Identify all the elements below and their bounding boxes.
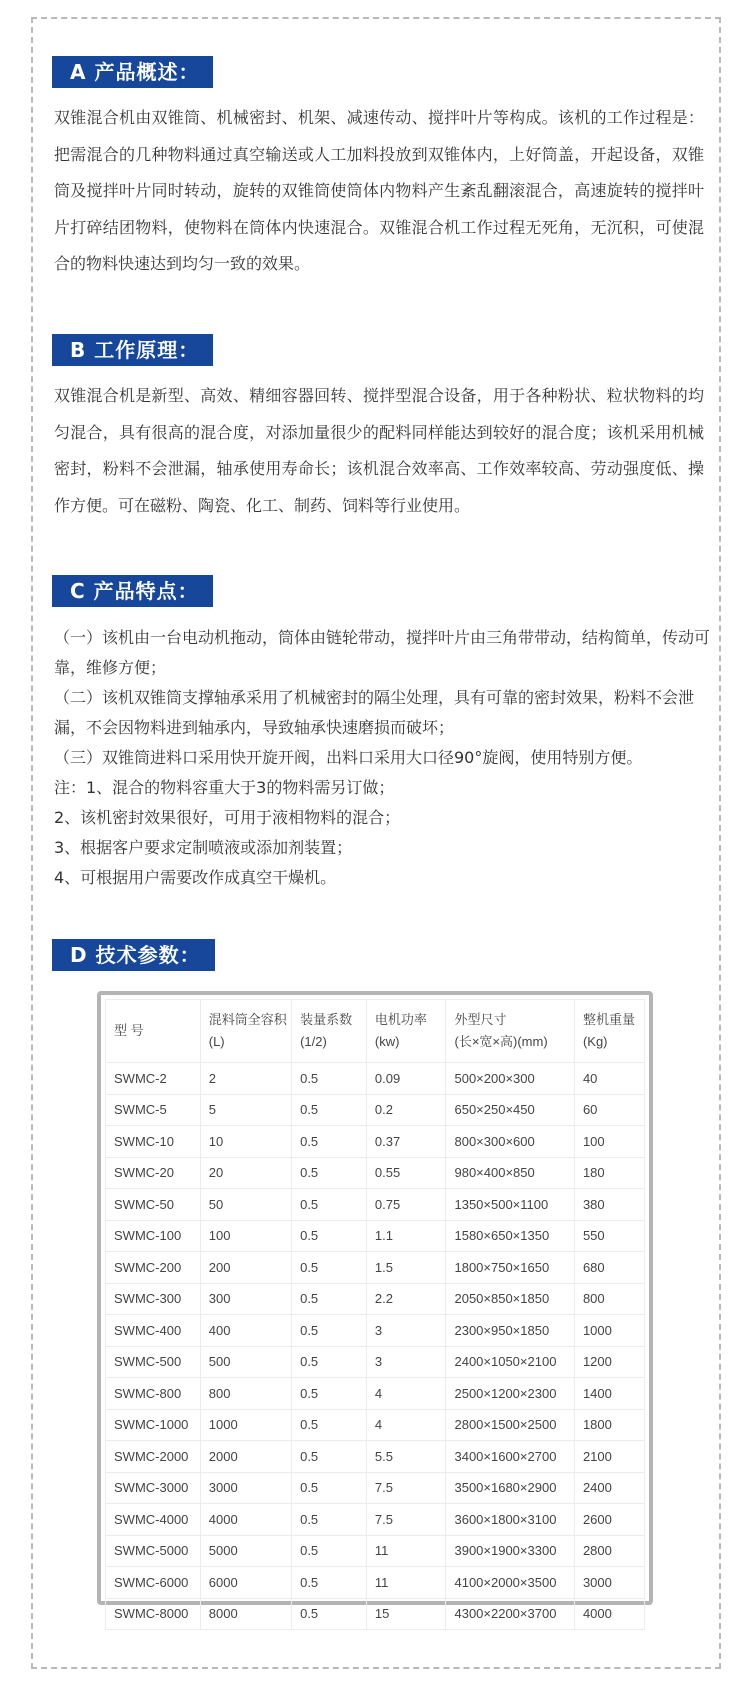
- cell-dimensions: 500×200×300: [446, 1063, 574, 1095]
- cell-dimensions: 4100×2000×3500: [446, 1567, 574, 1599]
- table-body: [106, 1063, 645, 1630]
- cell-model: SWMC-300: [106, 1283, 201, 1315]
- cell-weight: 680: [574, 1252, 644, 1284]
- cell-dimensions: 2050×850×1850: [446, 1283, 574, 1315]
- table-row: [106, 1220, 645, 1252]
- cell-volume: 2: [200, 1063, 291, 1095]
- cell-model: SWMC-2: [106, 1063, 201, 1095]
- cell-model: SWMC-2000: [106, 1441, 201, 1473]
- cell-dimensions: 1350×500×1100: [446, 1189, 574, 1221]
- section-a-text: 双锥混合机由双锥筒、机械密封、机架、减速传动、搅拌叶片等构成。该机的工作过程是：把需混合的几种物料通过真空输送或人工加料投放到双锥体内，上好筒盖，开起设备，双锥筒及搅拌叶片同时转动，旋转的双锥筒使筒体内物料产生紊乱翻滚混合，高速旋转的搅拌叶片打碎结团物料，使物料在筒体内快速混合。双锥混合机工作过程无死角，无沉积，可使混合的物料快速达到均匀一致的效果。: [54, 108, 704, 273]
- cell-dimensions: 980×400×850: [446, 1157, 574, 1189]
- cell-volume: 3000: [200, 1472, 291, 1504]
- cell-weight: 800: [574, 1283, 644, 1315]
- cell-motor-power: 1.1: [366, 1220, 446, 1252]
- cell-volume: 800: [200, 1378, 291, 1410]
- cell-model: SWMC-50: [106, 1189, 201, 1221]
- header-model: 型 号: [106, 1000, 201, 1063]
- spec-table: [105, 999, 645, 1630]
- cell-weight: 100: [574, 1126, 644, 1158]
- cell-load-factor: 0.5: [292, 1504, 367, 1536]
- cell-volume: 2000: [200, 1441, 291, 1473]
- table-row: [106, 1126, 645, 1158]
- cell-motor-power: 4: [366, 1378, 446, 1410]
- cell-model: SWMC-3000: [106, 1472, 201, 1504]
- cell-weight: 2600: [574, 1504, 644, 1536]
- cell-motor-power: 3: [366, 1346, 446, 1378]
- feature-3: （三）双锥筒进料口采用快开旋开阀，出料口采用大口径90°旋阀，使用特别方便。: [54, 748, 643, 767]
- cell-motor-power: 2.2: [366, 1283, 446, 1315]
- cell-weight: 1000: [574, 1315, 644, 1347]
- table-row: [106, 1315, 645, 1347]
- cell-weight: 40: [574, 1063, 644, 1095]
- cell-model: SWMC-100: [106, 1220, 201, 1252]
- header-motor-power: 电机功率 (kw): [366, 1000, 446, 1063]
- cell-dimensions: 3900×1900×3300: [446, 1535, 574, 1567]
- cell-motor-power: 11: [366, 1535, 446, 1567]
- cell-volume: 4000: [200, 1504, 291, 1536]
- feature-2: （二）该机双锥筒支撑轴承采用了机械密封的隔尘处理，具有可靠的密封效果，粉料不会泄漏，不会因物料进到轴承内，导致轴承快速磨损而破坏；: [54, 688, 695, 737]
- cell-model: SWMC-4000: [106, 1504, 201, 1536]
- cell-volume: 1000: [200, 1409, 291, 1441]
- cell-dimensions: 650×250×450: [446, 1094, 574, 1126]
- cell-load-factor: 0.5: [292, 1252, 367, 1284]
- table-row: [106, 1409, 645, 1441]
- table-row: [106, 1535, 645, 1567]
- cell-weight: 60: [574, 1094, 644, 1126]
- cell-motor-power: 7.5: [366, 1472, 446, 1504]
- table-row: [106, 1063, 645, 1095]
- cell-model: SWMC-10: [106, 1126, 201, 1158]
- table-row: [106, 1157, 645, 1189]
- table-row: [106, 1378, 645, 1410]
- table-row: [106, 1346, 645, 1378]
- cell-motor-power: 3: [366, 1315, 446, 1347]
- cell-model: SWMC-5000: [106, 1535, 201, 1567]
- section-c-label: C 产品特点：: [52, 575, 213, 607]
- cell-volume: 6000: [200, 1567, 291, 1599]
- cell-weight: 380: [574, 1189, 644, 1221]
- cell-model: SWMC-8000: [106, 1598, 201, 1630]
- cell-motor-power: 0.55: [366, 1157, 446, 1189]
- section-c-features: [54, 623, 714, 893]
- section-b-label: B 工作原理：: [52, 334, 213, 366]
- cell-motor-power: 4: [366, 1409, 446, 1441]
- cell-volume: 5000: [200, 1535, 291, 1567]
- cell-motor-power: 5.5: [366, 1441, 446, 1473]
- cell-load-factor: 0.5: [292, 1409, 367, 1441]
- table-row: [106, 1441, 645, 1473]
- cell-motor-power: 1.5: [366, 1252, 446, 1284]
- cell-model: SWMC-800: [106, 1378, 201, 1410]
- cell-weight: 1400: [574, 1378, 644, 1410]
- cell-model: SWMC-5: [106, 1094, 201, 1126]
- cell-weight: 180: [574, 1157, 644, 1189]
- cell-dimensions: 3600×1800×3100: [446, 1504, 574, 1536]
- table-row: [106, 1094, 645, 1126]
- cell-dimensions: 4300×2200×3700: [446, 1598, 574, 1630]
- cell-volume: 200: [200, 1252, 291, 1284]
- cell-volume: 10: [200, 1126, 291, 1158]
- cell-motor-power: 7.5: [366, 1504, 446, 1536]
- table-row: [106, 1567, 645, 1599]
- table-row: [106, 1283, 645, 1315]
- cell-load-factor: 0.5: [292, 1126, 367, 1158]
- cell-model: SWMC-500: [106, 1346, 201, 1378]
- cell-weight: 2400: [574, 1472, 644, 1504]
- cell-dimensions: 2300×950×1850: [446, 1315, 574, 1347]
- note-3: 3、根据客户要求定制喷液或添加剂装置；: [54, 838, 353, 857]
- cell-model: SWMC-6000: [106, 1567, 201, 1599]
- table-row: [106, 1472, 645, 1504]
- table-row: [106, 1504, 645, 1536]
- cell-volume: 50: [200, 1189, 291, 1221]
- cell-volume: 300: [200, 1283, 291, 1315]
- table-row: [106, 1598, 645, 1630]
- note-1: 注：1、混合的物料容重大于3的物料需另订做；: [54, 778, 395, 797]
- cell-model: SWMC-1000: [106, 1409, 201, 1441]
- cell-load-factor: 0.5: [292, 1220, 367, 1252]
- cell-motor-power: 15: [366, 1598, 446, 1630]
- cell-dimensions: 800×300×600: [446, 1126, 574, 1158]
- feature-1: （一）该机由一台电动机拖动，筒体由链轮带动，搅拌叶片由三角带带动，结构简单，传动可靠，维修方便；: [54, 628, 711, 677]
- spec-table-frame: [97, 991, 653, 1622]
- cell-motor-power: 0.75: [366, 1189, 446, 1221]
- cell-volume: 20: [200, 1157, 291, 1189]
- cell-motor-power: 11: [366, 1567, 446, 1599]
- cell-weight: 550: [574, 1220, 644, 1252]
- cell-weight: 2800: [574, 1535, 644, 1567]
- cell-load-factor: 0.5: [292, 1535, 367, 1567]
- cell-load-factor: 0.5: [292, 1472, 367, 1504]
- cell-dimensions: 2400×1050×2100: [446, 1346, 574, 1378]
- section-a-label: A 产品概述：: [52, 56, 213, 88]
- cell-motor-power: 0.37: [366, 1126, 446, 1158]
- cell-model: SWMC-400: [106, 1315, 201, 1347]
- cell-volume: 100: [200, 1220, 291, 1252]
- cell-load-factor: 0.5: [292, 1189, 367, 1221]
- cell-weight: 1800: [574, 1409, 644, 1441]
- note-2: 2、该机密封效果很好，可用于液相物料的混合；: [54, 808, 401, 827]
- cell-model: SWMC-20: [106, 1157, 201, 1189]
- cell-dimensions: 1800×750×1650: [446, 1252, 574, 1284]
- table-row: [106, 1189, 645, 1221]
- cell-load-factor: 0.5: [292, 1283, 367, 1315]
- cell-load-factor: 0.5: [292, 1094, 367, 1126]
- header-load-factor: 装量系数 (1/2): [292, 1000, 367, 1063]
- cell-dimensions: 1580×650×1350: [446, 1220, 574, 1252]
- cell-dimensions: 2500×1200×2300: [446, 1378, 574, 1410]
- cell-load-factor: 0.5: [292, 1063, 367, 1095]
- cell-dimensions: 2800×1500×2500: [446, 1409, 574, 1441]
- cell-weight: 3000: [574, 1567, 644, 1599]
- cell-load-factor: 0.5: [292, 1346, 367, 1378]
- header-dimensions: 外型尺寸 (长×宽×高)(mm): [446, 1000, 574, 1063]
- cell-load-factor: 0.5: [292, 1315, 367, 1347]
- header-weight: 整机重量 (Kg): [574, 1000, 644, 1063]
- cell-load-factor: 0.5: [292, 1598, 367, 1630]
- table-header-row: [106, 1000, 645, 1063]
- cell-weight: 1200: [574, 1346, 644, 1378]
- cell-load-factor: 0.5: [292, 1441, 367, 1473]
- section-d-label: D 技术参数：: [52, 939, 215, 971]
- cell-load-factor: 0.5: [292, 1567, 367, 1599]
- cell-volume: 500: [200, 1346, 291, 1378]
- note-4: 4、可根据用户需要改作成真空干燥机。: [54, 868, 337, 887]
- cell-volume: 8000: [200, 1598, 291, 1630]
- cell-load-factor: 0.5: [292, 1378, 367, 1410]
- cell-weight: 4000: [574, 1598, 644, 1630]
- cell-motor-power: 0.2: [366, 1094, 446, 1126]
- cell-load-factor: 0.5: [292, 1157, 367, 1189]
- section-b-text: 双锥混合机是新型、高效、精细容器回转、搅拌型混合设备，用于各种粉状、粒状物料的均匀混合，具有很高的混合度，对添加量很少的配料同样能达到较好的混合度；该机采用机械密封，粉料不会泄漏，轴承使用寿命长；该机混合效率高、工作效率较高、劳动强度低、操作方便。可在磁粉、陶瓷、化工、制药、饲料等行业使用。: [54, 386, 704, 515]
- header-volume: 混料筒全容积 (L): [200, 1000, 291, 1063]
- cell-dimensions: 3400×1600×2700: [446, 1441, 574, 1473]
- cell-motor-power: 0.09: [366, 1063, 446, 1095]
- cell-volume: 5: [200, 1094, 291, 1126]
- cell-weight: 2100: [574, 1441, 644, 1473]
- cell-model: SWMC-200: [106, 1252, 201, 1284]
- cell-dimensions: 3500×1680×2900: [446, 1472, 574, 1504]
- cell-volume: 400: [200, 1315, 291, 1347]
- table-row: [106, 1252, 645, 1284]
